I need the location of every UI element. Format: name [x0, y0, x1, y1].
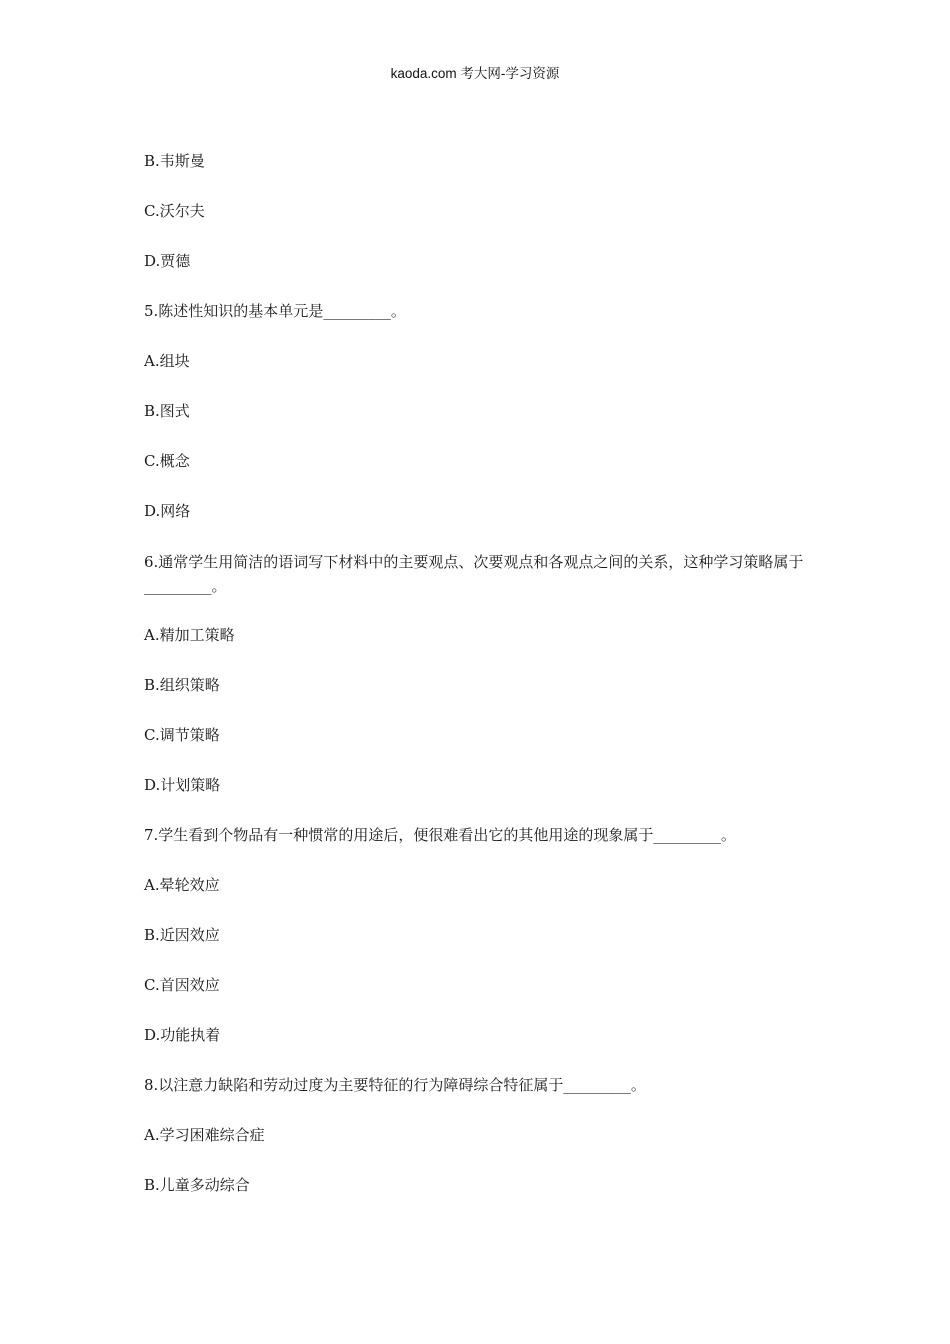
option-d-q5: D.网络 — [144, 502, 191, 520]
option-d-q6: D.计划策略 — [144, 776, 221, 794]
option-c-q4: C.沃尔夫 — [144, 202, 205, 220]
option-c-q7: C.首因效应 — [144, 976, 220, 994]
question-5: 5.陈述性知识的基本单元是_________。 — [144, 302, 406, 320]
option-b-q4: B.韦斯曼 — [144, 152, 205, 170]
option-d-q4: D.贾德 — [144, 252, 191, 270]
option-a-q7: A.晕轮效应 — [144, 876, 220, 894]
option-b-q8: B.儿童多动综合 — [144, 1176, 250, 1194]
option-a-q5: A.组块 — [144, 352, 190, 370]
page-header: kaoda.com 考大网-学习资源 — [390, 66, 560, 81]
question-6: 6.通常学生用简洁的语词写下材料中的主要观点、次要观点和各观点之间的关系，这种学习策略属于_________。 — [144, 553, 804, 595]
option-a-q6: A.精加工策略 — [144, 626, 235, 644]
option-c-q5: C.概念 — [144, 452, 190, 470]
document-body — [144, 150, 824, 1224]
option-a-q8: A.学习困难综合症 — [144, 1126, 265, 1144]
option-d-q7: D.功能执着 — [144, 1026, 221, 1044]
option-b-q6: B.组织策略 — [144, 676, 220, 694]
question-8: 8.以注意力缺陷和劳动过度为主要特征的行为障碍综合特征属于_________。 — [144, 1076, 646, 1094]
question-7: 7.学生看到个物品有一种惯常的用途后，便很难看出它的其他用途的现象属于_________。 — [144, 826, 736, 844]
option-b-q7: B.近因效应 — [144, 926, 220, 944]
option-c-q6: C.调节策略 — [144, 726, 220, 744]
option-b-q5: B.图式 — [144, 402, 190, 420]
